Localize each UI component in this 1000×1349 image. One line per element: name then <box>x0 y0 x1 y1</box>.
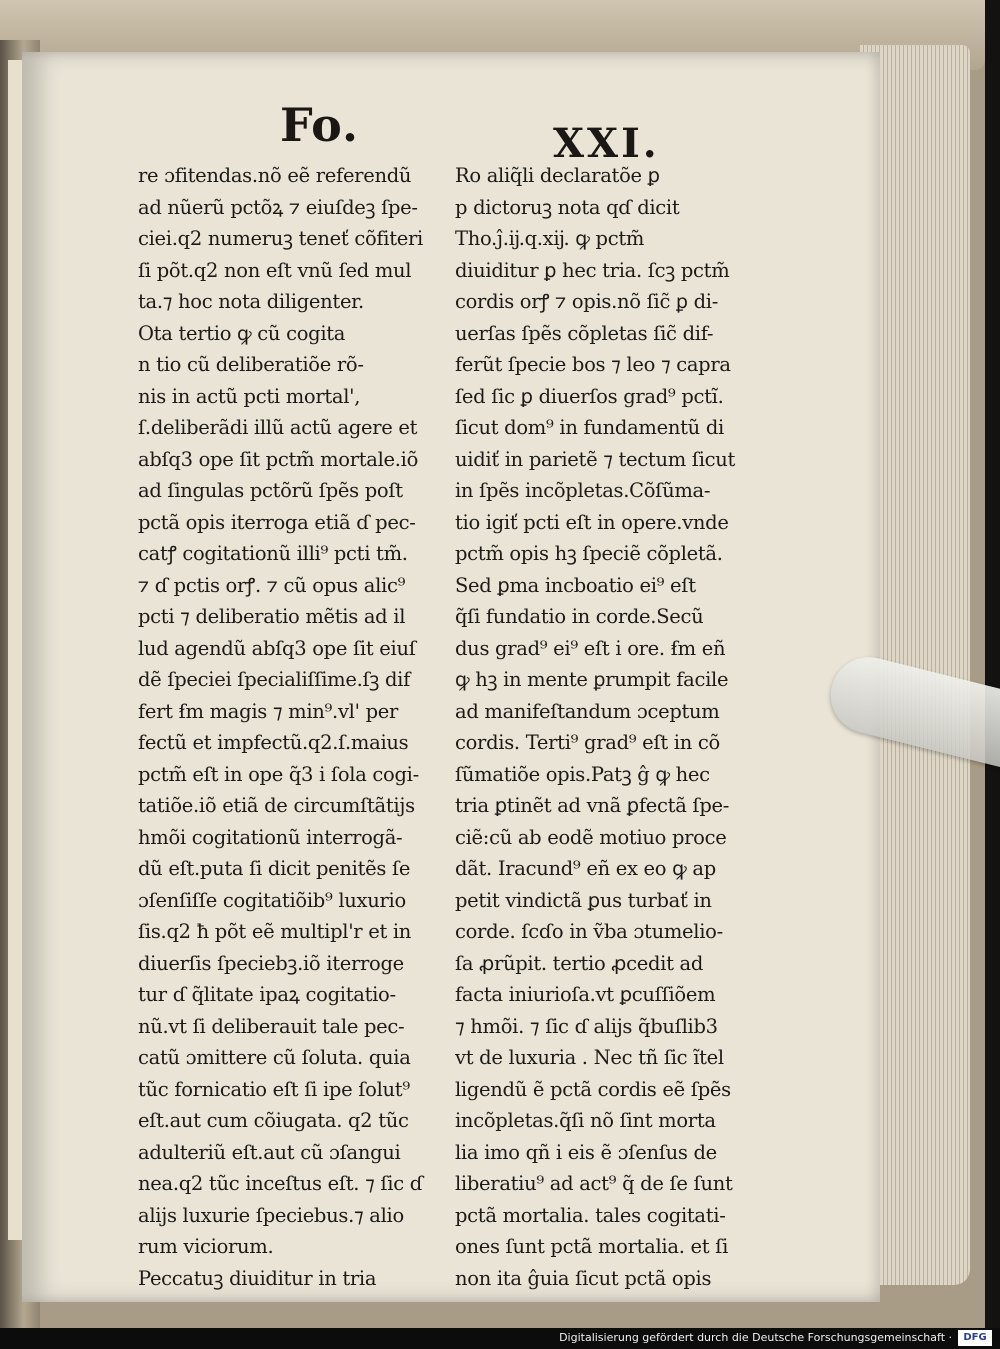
text-line: cordis. Terti⁹ grad⁹ eſt in cõ <box>455 731 720 754</box>
text-line: in ſpẽs incõpletas.Cõſũma- <box>455 479 711 502</box>
text-line: fert ẜm magis ⁊ min⁹.vl' per <box>138 699 399 723</box>
text-line: ɔſenſiſſe cogitatiõib⁹ luxurio <box>138 888 406 912</box>
text-line: tur ɗ q̃litate ipaꝝ cogitatio- <box>138 983 396 1006</box>
text-line: ligendũ ẽ pctã cordis eẽ ſpẽs <box>455 1077 731 1101</box>
text-line: Peccatuꝫ diuiditur in tria <box>138 1266 377 1290</box>
text-line: tũc fornicatio eſt ſi ipe ſolut⁹ <box>138 1077 410 1101</box>
text-line: vt de luxuria . Nec tñ ſic ĩtel <box>455 1046 724 1069</box>
text-line: Ro aliq̃li declaratõe ꝑ <box>455 164 660 187</box>
right-text-column <box>455 160 760 1294</box>
text-line: rum viciorum. <box>138 1235 274 1258</box>
text-line: ad nũerũ pctõꝝ ⁊ eiuſdeꝫ ſpe- <box>138 195 418 219</box>
text-line: non ita ĝuia ſicut pctã opis <box>455 1266 712 1290</box>
folio-label: Fo. <box>280 98 360 152</box>
text-line: fectũ et impfectũ.q2.ſ.maius <box>138 731 409 754</box>
text-line: dẽ ſpeciei ſpecialiſſime.ſꝫ dif <box>138 668 411 691</box>
folio-number: XXI. <box>553 120 660 167</box>
left-text-column <box>138 160 438 1294</box>
text-line: tria ꝑtinẽt ad vnã ꝑfectã ſpe- <box>455 794 730 817</box>
text-line: nea.q2 tũc inceſtus eſt. ⁊ ſic ɗ <box>138 1172 423 1195</box>
text-line: tatiõe.iõ etiã de circumſtãtijs <box>138 794 415 817</box>
text-line: nũ.vt ſi deliberauit tale pec- <box>138 1014 405 1038</box>
text-line: uerſas ſpẽs cõpletas ſic̃ dif- <box>455 321 714 345</box>
text-line: corde. ſcɗo in ṽba ɔtumelio- <box>455 920 723 943</box>
text-line: nis in actũ pcti mortal', <box>138 384 361 408</box>
text-line: pctm̃ opis hꝫ ſpeciẽ cõpletã. <box>455 542 723 565</box>
text-line: p dictoruꝫ nota qɗ dicit <box>455 195 680 219</box>
text-line: diuerſis ſpeciebꝫ.iõ iterroge <box>138 951 404 975</box>
text-line: Sed ꝑma incboatio ei⁹ eſt <box>455 573 696 597</box>
text-line: pcti ⁊ deliberatio mẽtis ad il <box>138 605 406 628</box>
text-line: ones ſunt pctã mortalia. et ſi <box>455 1235 729 1258</box>
text-line: ꝙ hꝫ in mente ꝑrumpit facile <box>455 668 729 691</box>
text-line: q̃ſi fundatio in corde.Secũ <box>455 605 704 628</box>
text-line: ſa ꝓrũpit. tertio ꝓcedit ad <box>455 951 704 975</box>
text-line: ⁊ hmõi. ⁊ ſic ɗ alijs q̃buſlib3 <box>455 1014 718 1038</box>
text-line: catũ ɔmittere cũ ſoluta. quia <box>138 1046 411 1069</box>
text-line: ad ſingulas pctõrũ ſpẽs poſt <box>138 479 403 502</box>
text-line: dũ eſt.puta ſi dicit penitẽs ſe <box>138 857 411 880</box>
text-line: hmõi cogitationũ interrogã- <box>138 825 403 849</box>
text-line: ſed ſic ꝑ diuerſos grad⁹ pctĩ. <box>455 384 724 408</box>
text-line: n tio cũ deliberatiõe rõ- <box>138 353 364 376</box>
text-line: Ota tertio ꝙ cũ cogita <box>138 321 346 345</box>
funding-credit: Digitalisierung gefördert durch die Deutsche Forschungsgemeinschaft · <box>559 1331 952 1344</box>
text-line: lud agendũ abſq3 ope ſit eiuſ <box>138 636 416 660</box>
text-line: ſ.deliberãdi illũ actũ agere et <box>138 416 418 439</box>
text-line: petit vindictã ꝑus turbať in <box>455 888 712 912</box>
dfg-logo: DFG <box>958 1330 992 1346</box>
text-line: Tho.ĵ.ĳ.q.xĳ. ꝙ pctm̃ <box>455 227 645 250</box>
text-line: pctã opis iterroga etiã ɗ pec- <box>138 510 416 534</box>
text-line: ciẽ:cũ ab eodẽ motiuo proce <box>455 825 727 849</box>
text-line: alijs luxurie ſpeciebus.⁊ alio <box>138 1203 404 1227</box>
text-line: ſi põt.q2 non eſt vnũ ſed mul <box>138 258 412 282</box>
text-line: abſq3 ope ſit pctm̃ mortale.iõ <box>138 447 419 471</box>
text-line: cordis orꝭ ⁊ opis.nõ ſic̃ ꝑ di- <box>455 290 718 313</box>
text-line: uidiť in parietẽ ⁊ tectum ſicut <box>455 447 736 471</box>
text-line: ferũt ſpecie bos ⁊ leo ⁊ capra <box>455 353 731 376</box>
text-line: pctm̃ eſt in ope q̃3 i ſola cogi- <box>138 762 419 786</box>
text-line: incõpletas.q̃ſi nõ ſint morta <box>455 1109 716 1132</box>
text-line: ſis.q2 ħ põt eẽ multipl'r et in <box>138 920 412 943</box>
text-line: ad manifeſtandum ɔceptum <box>455 699 720 723</box>
text-line: dus grad⁹ ei⁹ eſt i ore. ẜm eñ <box>455 636 726 660</box>
text-line: lia imo qñ i eis ẽ ɔſenſus de <box>455 1140 717 1164</box>
text-line: adulteriũ eſt.aut cũ ɔſangui <box>138 1140 401 1164</box>
text-line: dãt. Iracund⁹ eñ ex eo ꝙ ap <box>455 857 716 880</box>
text-line: ⁊ ɗ pctis orꝭ. ⁊ cũ opus alic⁹ <box>138 573 406 597</box>
text-line: ta.⁊ hoc nota diligenter. <box>138 290 364 313</box>
text-line: catꝭ cogitationũ illi⁹ pcti tm̃. <box>138 542 408 565</box>
text-line: facta iniurioſa.vt ꝑcuſſiõem <box>455 983 716 1006</box>
text-line: diuiditur ꝑ hec tria. ſcꝫ pctm̃ <box>455 258 730 282</box>
footer-bar <box>0 1328 1000 1349</box>
text-line: ſicut dom⁹ in fundamentũ di <box>455 416 724 439</box>
text-line: pctã mortalia. tales cogitati- <box>455 1203 726 1227</box>
text-line: liberatiu⁹ ad act⁹ q̃ de ſe ſunt <box>455 1172 733 1195</box>
text-line: ciei.q2 numeruꝫ teneť cõfiteri <box>138 227 423 250</box>
text-line: eſt.aut cum cõiugata. q2 tũc <box>138 1109 409 1132</box>
text-line: ſũmatiõe opis.Patꝫ ĝ ꝙ hec <box>455 762 710 786</box>
text-line: tio igiť pcti eſt in opere.vnde <box>455 510 729 534</box>
text-line: re ɔfitendas.nõ eẽ referendũ <box>138 164 412 187</box>
